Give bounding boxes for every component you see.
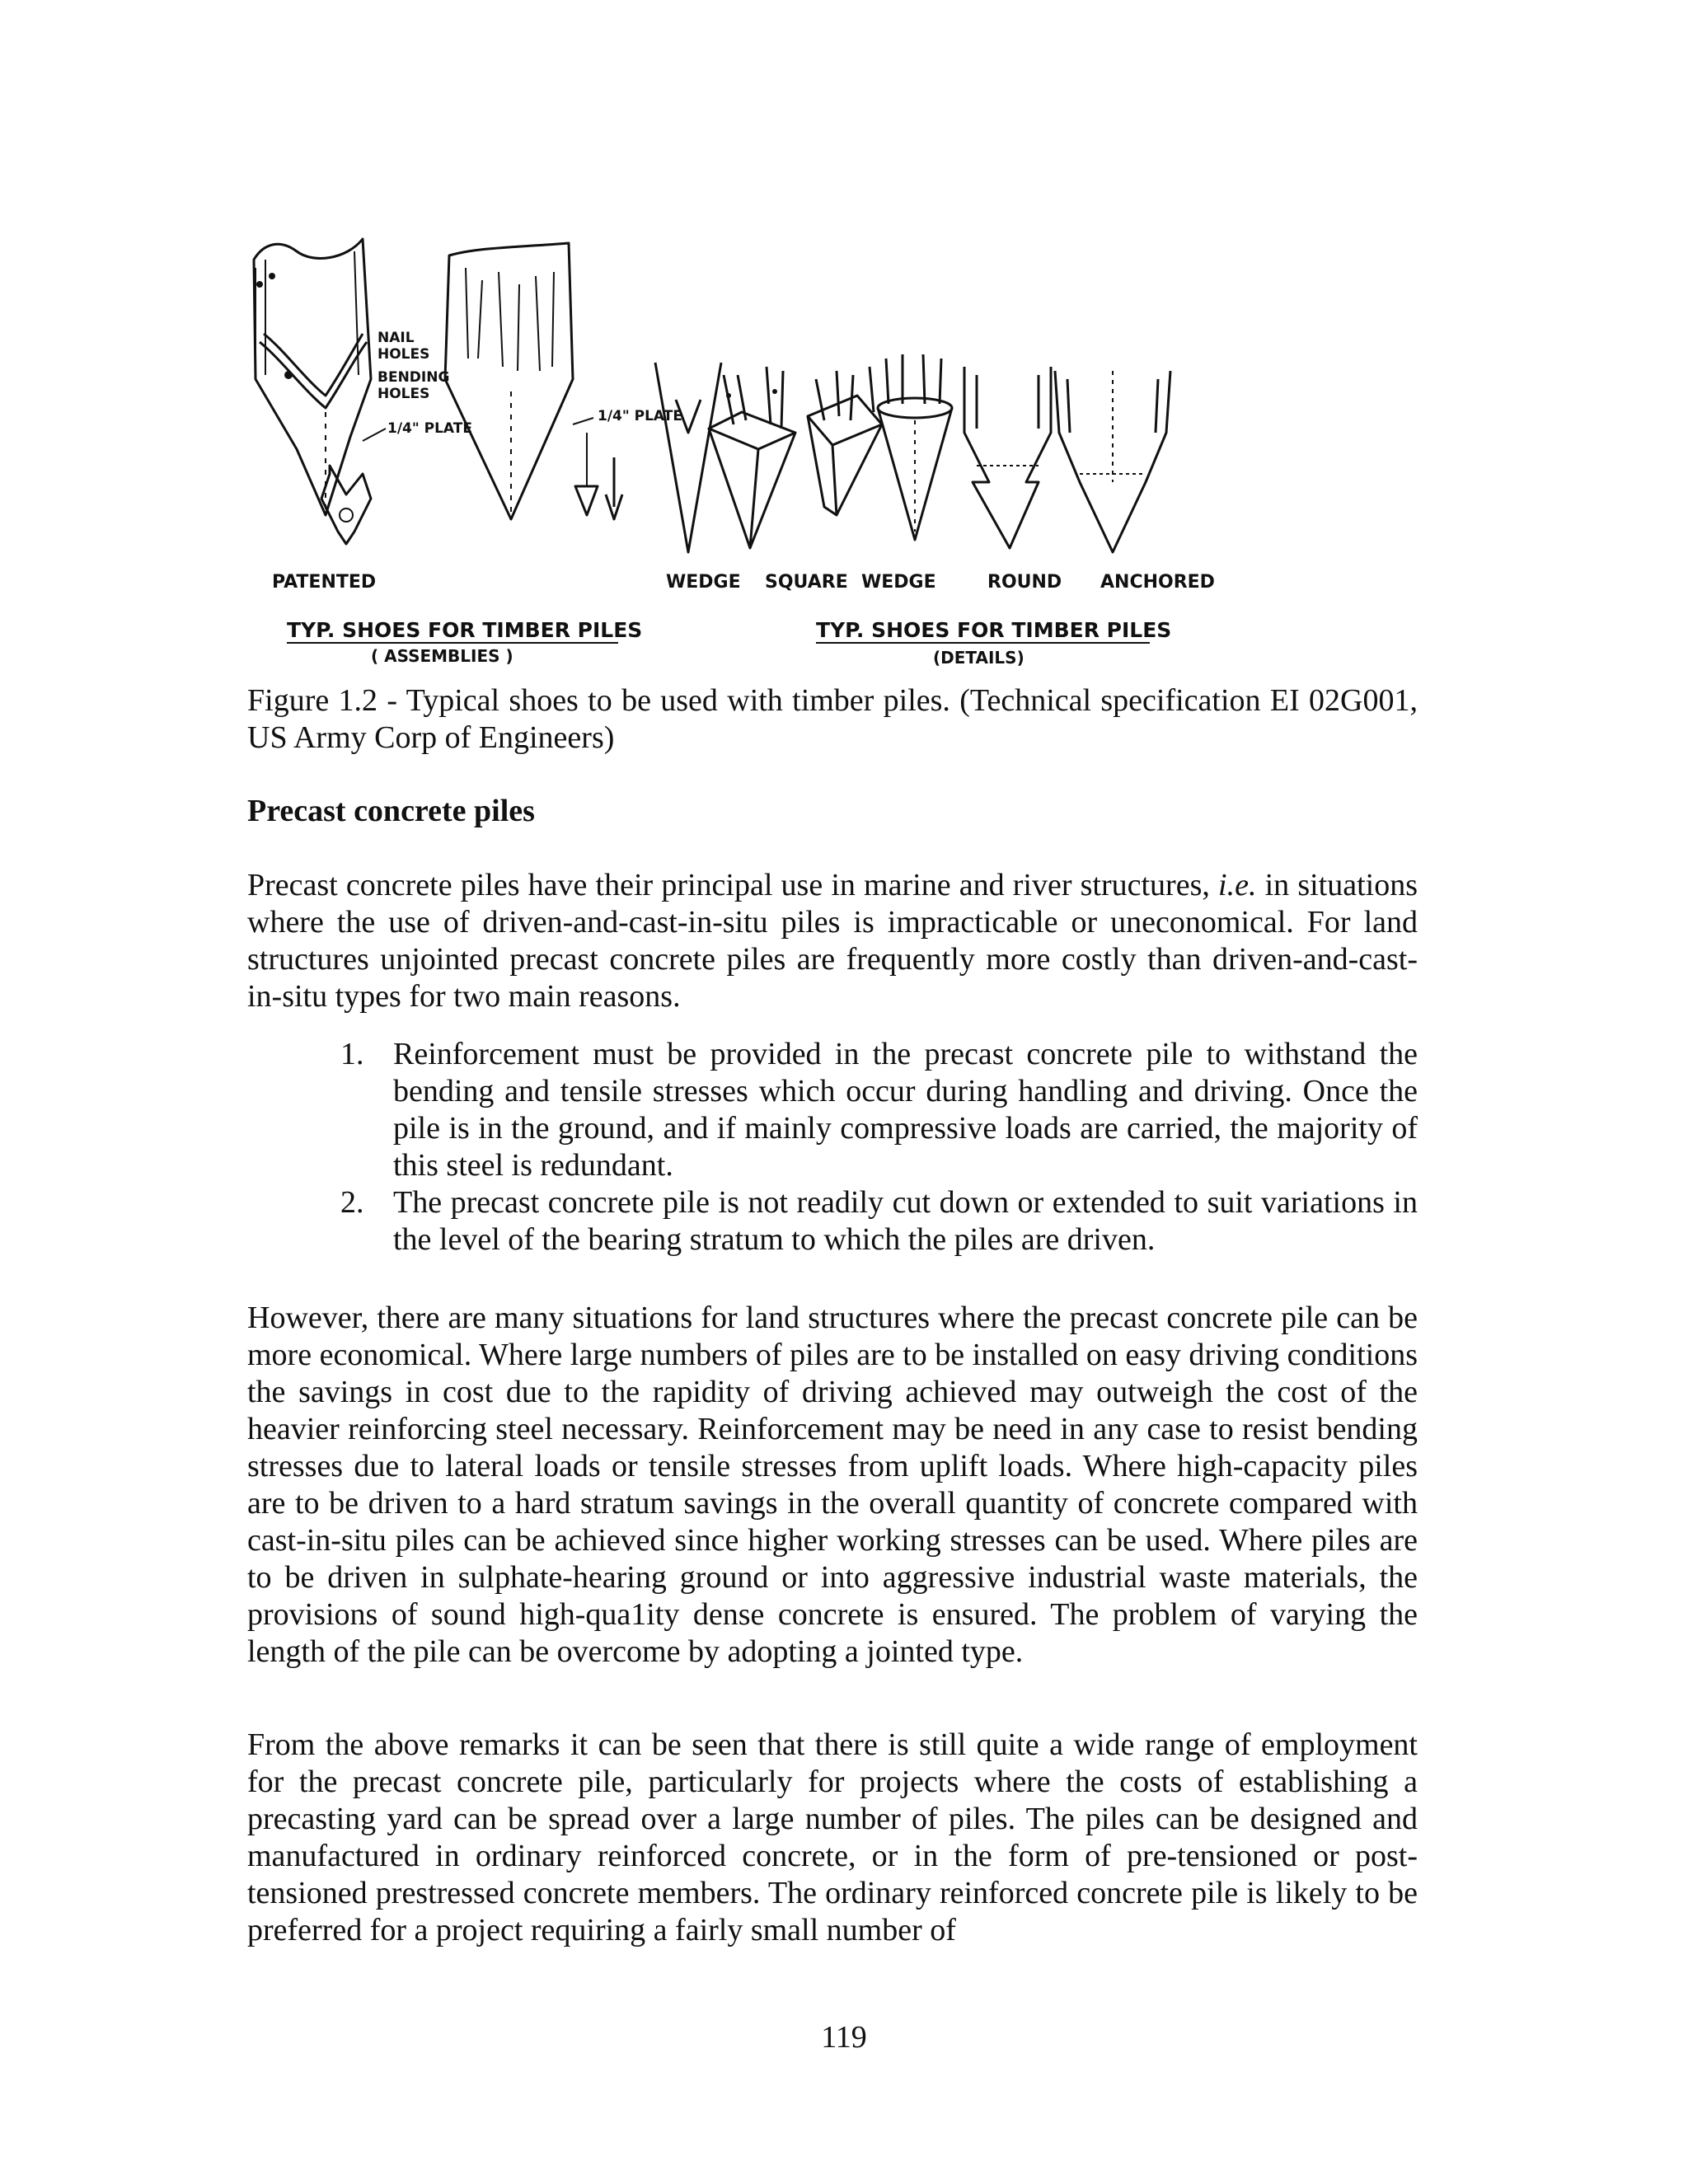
- plate-leader-left: [363, 429, 386, 441]
- wedge-label: WEDGE: [666, 572, 741, 593]
- list-item: [247, 1036, 1418, 1184]
- square-shoe-drawing: [709, 367, 795, 548]
- timber-pile-shoes-drawing: [247, 235, 1294, 672]
- round-label: ROUND: [987, 572, 1062, 593]
- bending-holes-label: BENDING: [377, 369, 450, 386]
- anchored-label: ANCHORED: [1100, 572, 1215, 593]
- round-shoe-drawing: [878, 354, 952, 540]
- nail-holes-label-2: HOLES: [377, 346, 430, 363]
- patented-shoe-drawing: [254, 239, 371, 544]
- list-item-number: 2.: [340, 1185, 364, 1220]
- list-item-number: 1.: [340, 1037, 364, 1071]
- nail-holes-label: NAIL: [377, 330, 415, 346]
- plate-leader-right: [573, 418, 593, 424]
- anchored-shoe-drawing-2: [1055, 371, 1170, 552]
- details-title: TYP. SHOES FOR TIMBER PILES: [816, 618, 1172, 642]
- plate-label-left: 1/4" PLATE: [387, 420, 472, 437]
- figure-caption: Figure 1.2 - Typical shoes to be used with timber piles. (Technical specification EI 02G001, US Army Corp of Engineers): [247, 683, 1418, 755]
- assemblies-subtitle: ( ASSEMBLIES ): [371, 646, 513, 666]
- details-subtitle: (DETAILS): [933, 648, 1025, 668]
- assemblies-title: TYP. SHOES FOR TIMBER PILES: [287, 618, 643, 642]
- timber-pile-assembly-drawing: [445, 243, 622, 519]
- paragraph-3: From the above remarks it can be seen that there is still quite a wide range of employment for the precast concrete pile, particularly for projects where the costs of establishing a precasting yard can be spread over a large number of piles. The piles can be designed and manufactured in ordinary reinforced concrete, or in the form of pre-tensioned or post-tensioned prestressed concrete members. The ordinary reinforced concrete pile is likely to be preferred for a project requiring a fairly small number of: [247, 1727, 1418, 1947]
- reasons-list: [247, 1036, 1418, 1258]
- list-item-text: The precast concrete pile is not readily cut down or extended to suit variations in the level of the bearing stratum to which the piles are driven.: [393, 1185, 1418, 1257]
- timber-pile-shoes-figure: [247, 235, 1294, 672]
- square-label: SQUARE: [765, 572, 848, 593]
- wedge-2-shoe-drawing: [808, 367, 882, 515]
- paragraph-1-text-2: in situations where the use of driven-and-cast-in-situ piles is impracticable or uneconomical. For land structures unjointed precast concrete piles are frequently more costly than driven-and-cast-in-situ types for two main reasons.: [247, 868, 1418, 1014]
- section-heading: Precast concrete piles: [247, 794, 535, 828]
- paragraph-1-italic: i.e.: [1218, 868, 1257, 902]
- paragraph-2: However, there are many situations for land structures where the precast concrete pile can be more economical. Where large numbers of piles are to be installed on easy driving conditions the savings in cost due to the rapidity of driving achieved may outweigh the cost of the heavier reinforcing steel necessary. Reinforcement may be need in any case to resist bending stresses due to lateral loads or tensile stresses from uplift loads. Where high-capacity piles are to be driven to a hard stratum savings in the overall quantity of concrete compared with cast-in-situ piles can be achieved since higher working stresses can be used. Where piles are to be driven in sulphate-hearing ground or into aggressive industrial waste materials, the provisions of sound high-qua1ity dense concrete is ensured. The problem of varying the length of the pile can be overcome by adopting a jointed type.: [247, 1301, 1418, 1669]
- paragraph-1: [247, 867, 1418, 1015]
- wedge-shoe-drawing: [655, 363, 721, 552]
- wedge-2-label: WEDGE: [861, 572, 936, 593]
- paragraph-1-text: Precast concrete piles have their principal use in marine and river structures,: [247, 868, 1219, 902]
- page-number: 119: [821, 2020, 867, 2055]
- patented-label: PATENTED: [272, 572, 377, 593]
- plate-label-right: 1/4" PLATE: [598, 408, 682, 424]
- list-item-text: Reinforcement must be provided in the precast concrete pile to withstand the bending and tensile stresses which occur during handling and driving. Once the pile is in the ground, and if mainly compressive loads are carried, the majority of this steel is redundant.: [393, 1037, 1418, 1183]
- bending-holes-label-2: HOLES: [377, 386, 430, 402]
- anchored-shoe-drawing-1: [964, 367, 1051, 548]
- list-item: [247, 1184, 1418, 1258]
